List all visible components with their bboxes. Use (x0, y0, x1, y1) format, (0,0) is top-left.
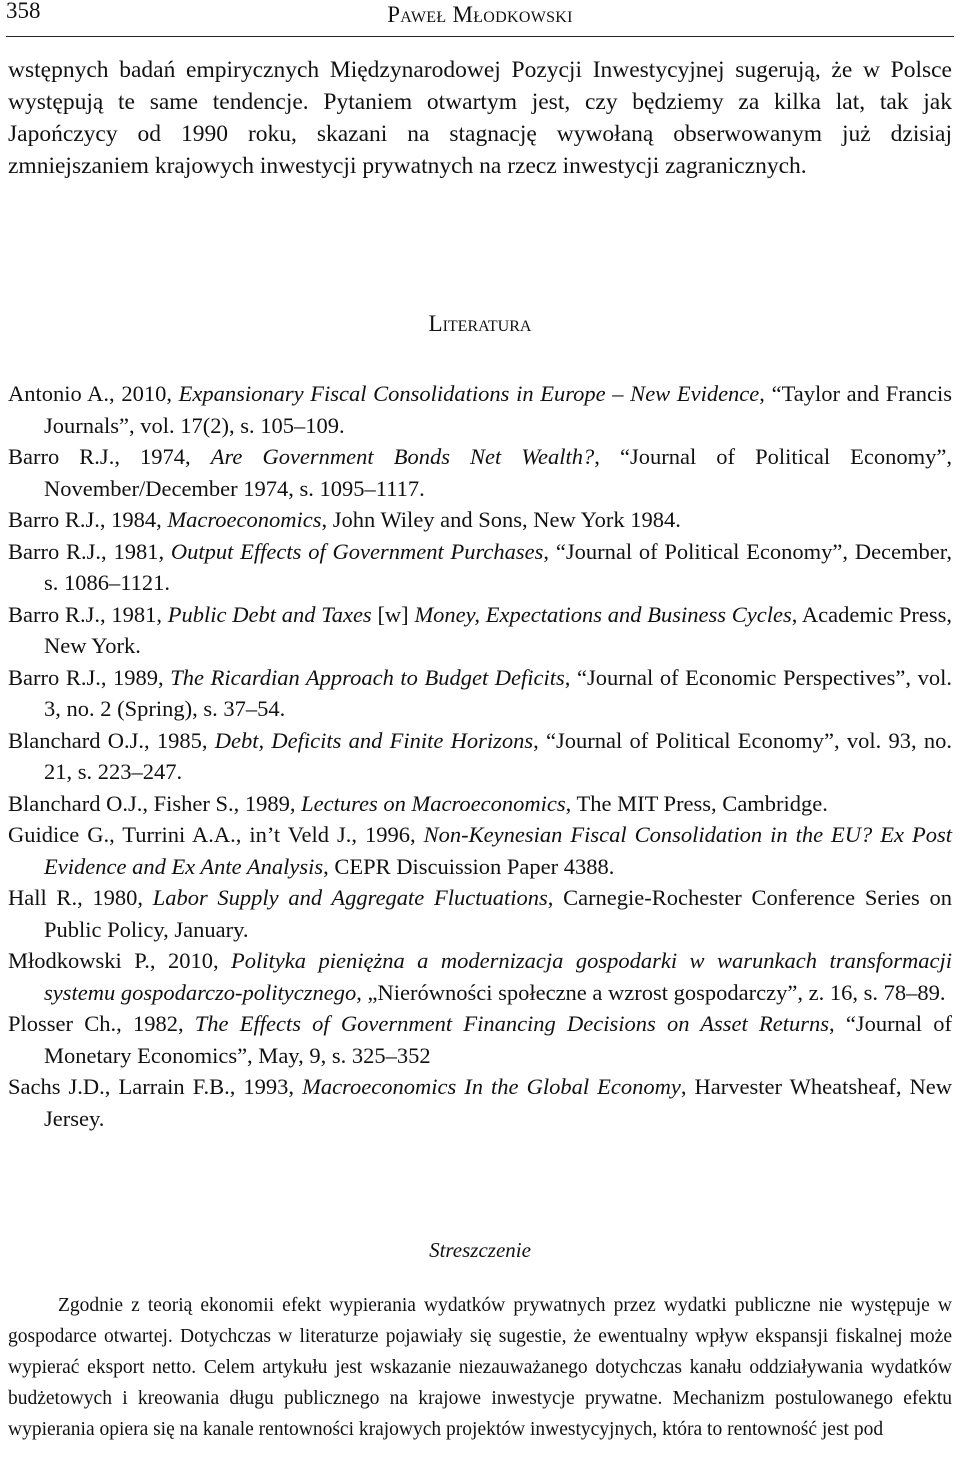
reference-item: Barro R.J., 1974, Are Government Bonds Net Wealth?, “Journal of Political Economy”, November/December 1974, s. 1095–1117. (8, 444, 952, 501)
reference-item: Barro R.J., 1989, The Ricardian Approach to Budget Deficits, “Journal of Economic Perspectives”, vol. 3, no. 2 (Spring), s. 37–54. (8, 664, 952, 721)
reference-item: Barro R.J., 1981, Output Effects of Government Purchases, “Journal of Political Economy”, December, s. 1086–1121. (8, 538, 952, 595)
summary-title: Streszczenie (429, 1238, 531, 1262)
page-header (6, 0, 954, 42)
running-head-author: Paweł Młodkowski (387, 2, 573, 27)
reference-item: Barro R.J., 1981, Public Debt and Taxes [w] Money, Expectations and Business Cycles, Academic Press, New York. (8, 601, 952, 658)
reference-list (8, 378, 952, 1134)
header-rule (6, 36, 954, 37)
summary-text: Zgodnie z teorią ekonomii efekt wypierania wydatków prywatnych przez wydatki publiczne nie występuje w gospodarce otwartej. Dotychczas w literaturze pojawiały się sugestie, że ewentualny wpływ ekspansji fiskalnej może wypierać eksport netto. Celem artykułu jest wskazanie niezauważanego dotychczas kanału oddziaływania wydatków budżetowych i kreowania długu publicznego na krajowe inwestycje prywatne. Mechanizm postulowanego efektu wypierania opiera się na kanale rentowności krajowych projektów inwestycyjnych, która to rentowność jest pod (8, 1295, 952, 1440)
body-paragraph: wstępnych badań empirycznych Międzynarodowej Pozycji Inwestycyjnej sugerują, że w Polsce występują te same tendencje. Pytaniem otwartym jest, czy będziemy za kilka lat, tak jak Japończycy od 1990 roku, skazani na stagnację wywołaną obserwowanym już dzisiaj zmniejszaniem krajowych inwestycji prywatnych na rzecz inwestycji zagranicznych. (8, 57, 952, 179)
reference-item: Plosser Ch., 1982, The Effects of Government Financing Decisions on Asset Returns, “Journal of Monetary Economics”, May, 9, s. 325–352 (8, 1011, 953, 1068)
reference-item: Młodkowski P., 2010, Polityka pieniężna a modernizacja gospodarki w warunkach transformacji systemu gospodarczo-politycznego, „Nierówności społeczne a wzrost gospodarczy”, z. 16, s. 78–89. (8, 948, 952, 1005)
reference-item: Antonio A., 2010, Expansionary Fiscal Consolidations in Europe – New Evidence, “Taylor and Francis Journals”, vol. 17(2), s. 105–109. (8, 381, 953, 438)
reference-item: Barro R.J., 1984, Macroeconomics, John Wiley and Sons, New York 1984. (8, 507, 681, 532)
literature-heading: Literatura (428, 311, 532, 336)
reference-item: Hall R., 1980, Labor Supply and Aggregate Fluctuations, Carnegie-Rochester Conference Series on Public Policy, January. (8, 885, 953, 942)
reference-item: Blanchard O.J., Fisher S., 1989, Lectures on Macroeconomics, The MIT Press, Cambridge. (8, 790, 828, 816)
page-number: 358 (6, 0, 41, 23)
reference-item: Guidice G., Turrini A.A., in’t Veld J., 1996, Non-Keynesian Fiscal Consolidation in the EU? Ex Post Evidence and Ex Ante Analysis, CEPR Discuission Paper 4388. (8, 822, 952, 879)
reference-item: Sachs J.D., Larrain F.B., 1993, Macroeconomics In the Global Economy, Harvester Wheatsheaf, New Jersey. (8, 1074, 953, 1131)
reference-item: Blanchard O.J., 1985, Debt, Deficits and Finite Horizons, “Journal of Political Economy”, vol. 93, no. 21, s. 223–247. (8, 727, 952, 784)
